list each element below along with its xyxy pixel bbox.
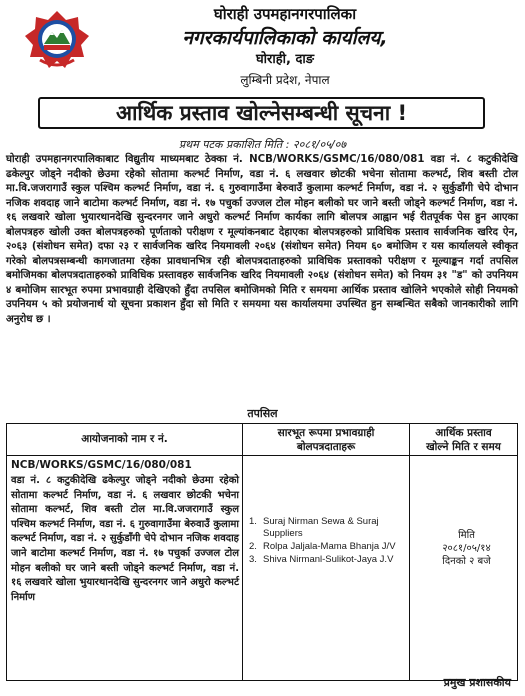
bidder-item: 2. Rolpa Jaljala-Mama Bhanja J/V <box>249 541 396 552</box>
header-divider <box>7 455 517 456</box>
bidder-item: 1. Suraj Nirman Sewa & Suraj Suppliers <box>249 516 379 539</box>
opening-time: दिनको २ बजे <box>442 556 491 567</box>
signatory-title: प्रमुख प्रशासकीय <box>443 676 511 689</box>
project-description: वडा नं. ८ कटुकीदेखि ढकेल्पुर जोड्ने नदीको छेउमा रहेको सोतामा कल्भर्ट निर्माण, वडा नं. ६ लखवार छोटकी भचेना सोतामा कल्भर्ट, शिव बस्ती टोल मा.वि.जजरागाउँ स्कुल पश्चिम कल्भर्ट निर्माण, वडा नं. ६ गुरुवागाउँमा बेरुवाउँ कुलामा कल्भर्ट निर्माण, वडा नं. २ सुर्कुडाँगी चेपे दोभान नजिक शवदाह जाने बाटोमा कल्भर्ट निर्माण, वडा नं. १७ पचुर्का उज्जल टोल मोहन बलीको घर जाने बस्ती जोड्ने कल्भर्ट निर्माण, वडा नं. १६ लखवारे खोला भुयारथानदेखि सुन्दरनगर जाने अधुरो कल्भर्ट निर्माण <box>11 475 239 603</box>
bidder-list <box>249 516 409 567</box>
col-project-header: आयोजनाको नाम र नं. <box>81 433 168 445</box>
notice-body: घोराही उपमहानगरपालिकाबाट विद्युतीय माध्यमबाट ठेक्का नं. NCB/WORKS/GSMC/16/080/081 वडा नं. ८ कटुकीदेखि ढकेल्पुर जोड्ने नदीको छेउमा रहेको सोतामा कल्भर्ट निर्माण, वडा नं. ६ लखवार छोटकी भचेना सोतामा कल्भर्ट, शिव बस्ती टोल मा.वि.जजरागाउँ स्कुल पश्चिम कल्भर्ट निर्माण, वडा नं. ६ गुरुवागाउँमा बेरुवाउँ कुलामा कल्भर्ट निर्माण, वडा नं. २ सुर्कुडाँगी चेपे दोभान नजिक शवदाह जाने बाटोमा कल्भर्ट निर्माण, वडा नं. १७ पचुर्का उज्जल टोल मोहन बलीको घर जाने बस्ती जोड्ने कल्भर्ट निर्माण, वडा नं. १६ लखवारे खोला भुयारथानदेखि सुन्दरनगर जाने अधुरो कल्भर्ट निर्माण कार्यका लागि बोलपत्र आह्वान भई रीतपूर्वक पेस हुन आएका बोलपत्रहरु खोली उक्त बोलपत्रहरुको पूर्णताको परीक्षण र मूल्यांकनबाट देहाएका बोलपत्रहरुको प्राविधिक प्रस्ताव सार्वजनिक खरिद ऐन, २०६३ (संशोधन समेत) दफा २३ र सार्वजनिक खरिद नियमावली २०६४ (संशोधन समेत) नियम ६० बमोजिम र यस कार्यालयले स्वीकृत गरेको बोलपत्रसम्बन्धी कागजातमा रहेका प्रावधानभित्र रही बोलपत्रदाताहरुको प्राविधिक प्रस्तावको परीक्षण र मूल्याङ्कन गर्दा तपसिल बमोजिमका बोलपत्रदाताहरुको प्राविधिक प्रस्तावहरु सार्वजनिक खरिद नियमावली २०६४ (संशोधन समेत) को नियम ३१ "ड" को उपनियम ४ बमोजिम सारभूत रुपमा प्रभावग्राही देखिएको हुँदा तपसिल बमोजिमको मिति र समयमा आर्थिक प्रस्ताव खोलिने भएकोले सोही नियमको उपनियम ५ को प्रयोजनार्थ यो सूचना प्रकाशन हुँदा सो मिति र समयमा यस कार्यालयमा उपस्थित हुन सम्बन्धित सबैको जानकारीको लागि अनुरोध छ । <box>6 154 518 325</box>
column-divider <box>242 424 243 680</box>
municipality-name: घोराही उपमहानगरपालिका <box>213 5 357 23</box>
project-code: NCB/WORKS/GSMC/16/080/081 <box>11 459 192 471</box>
first-published-date: प्रथम पटक प्रकाशित मिति : २०८१/०५/०७ <box>178 138 347 151</box>
schedule-heading: तपसिल <box>247 407 278 420</box>
municipality-emblem-icon <box>22 8 92 74</box>
office-location: घोराही, दाङ <box>255 52 315 67</box>
column-divider <box>409 424 410 680</box>
province-name: लुम्बिनी प्रदेश, नेपाल <box>240 73 330 87</box>
opening-date-time <box>415 529 518 568</box>
col-bidders-header: सारभूत रूपमा प्रभावग्राही बोलपत्रदाताहरू <box>277 427 375 453</box>
opening-date: २०८१/०५/१४ <box>442 543 491 554</box>
date-label: मिति <box>458 530 475 541</box>
notice-title: आर्थिक प्रस्ताव खोल्नेसम्बन्धी सूचना ! <box>38 97 485 129</box>
col-opening-header: आर्थिक प्रस्ताव खोल्ने मिति र समय <box>426 427 501 453</box>
office-name: नगरकार्यपालिकाको कार्यालय, <box>182 27 388 49</box>
schedule-table <box>6 423 518 681</box>
bidder-item: 3. Shiva Nirmanl-Sulikot-Jaya J.V <box>249 554 394 565</box>
